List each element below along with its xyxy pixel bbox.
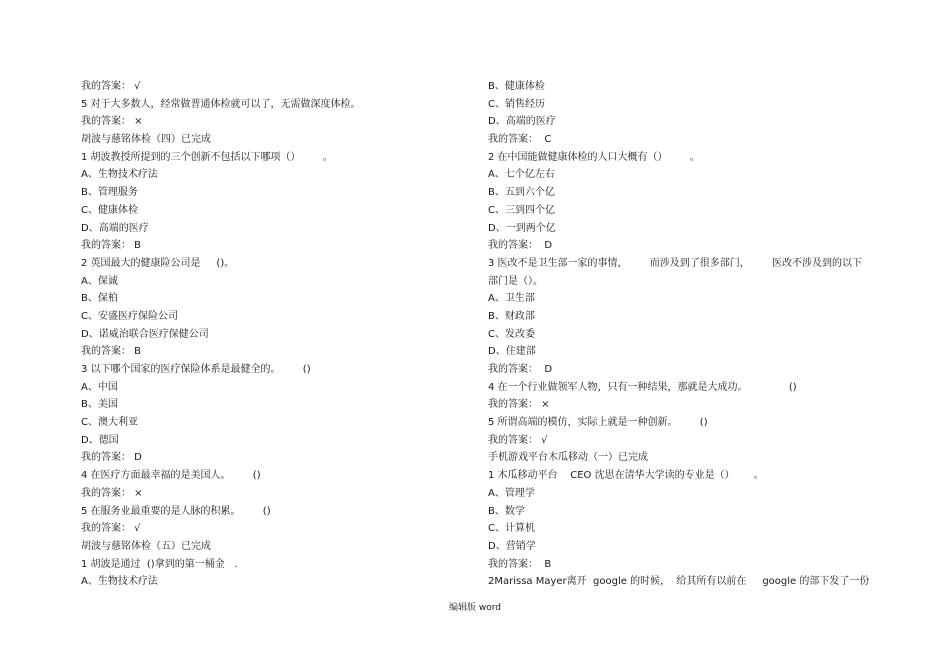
text-line: 3 以下哪个国家的医疗保险体系是最健全的。 () <box>81 364 311 375</box>
text-line: D、德国 <box>81 434 119 446</box>
text-line: 胡波与慈铭体检（四）已完成 <box>81 134 211 146</box>
text-line: 2 在中国能做健康体检的人口大概有（） 。 <box>488 151 700 163</box>
text-line: 部门是（）。 <box>488 275 543 287</box>
text-line: 我的答案： √ <box>488 434 548 446</box>
text-line: B、美国 <box>81 399 118 411</box>
text-line: C、三到四个亿 <box>488 204 555 216</box>
text-line: D、高端的医疗 <box>81 222 149 234</box>
text-line: D、一到两个亿 <box>488 222 556 234</box>
text-line: 5 对于大多数人，经常做普通体检就可以了，无需做深度体检。 <box>81 98 361 110</box>
text-line: A、生物技术疗法 <box>81 576 158 588</box>
text-line: A、保诚 <box>81 275 118 287</box>
text-line: C、发改委 <box>488 328 535 340</box>
text-line: 我的答案： × <box>81 116 143 128</box>
page-footer: 编辑版 word <box>449 603 501 613</box>
text-line: 2 英国最大的健康险公司是 ()。 <box>81 257 235 269</box>
text-line: 5 所谓高端的模仿，实际上就是一种创新。 () <box>488 417 708 429</box>
text-line: 我的答案： D <box>488 240 553 252</box>
left-column <box>81 78 441 591</box>
text-line: C、澳大利亚 <box>81 417 138 429</box>
text-line: C、健康体检 <box>81 204 138 216</box>
text-line: C、安盛医疗保险公司 <box>81 310 178 322</box>
text-line: 1 木瓜移动平台 CEO 沈思在清华大学读的专业是（） 。 <box>488 470 764 482</box>
text-line: 我的答案： B <box>81 346 142 358</box>
right-column <box>488 78 880 591</box>
text-line: 手机游戏平台木瓜移动（一）已完成 <box>488 452 648 464</box>
text-line: B、财政部 <box>488 310 535 322</box>
text-line: 我的答案： D <box>81 452 142 464</box>
text-line: D、住建部 <box>488 346 536 358</box>
text-line: 4 在一个行业做领军人物，只有一种结果，那就是大成功。 () <box>488 381 797 393</box>
text-line: 我的答案： √ <box>81 81 141 92</box>
text-line: B、五到六个亿 <box>488 187 555 199</box>
text-line: 2Marissa Mayer离开 google 的时候， 给其所有以前在 google 的部下发了一份 <box>488 576 870 588</box>
text-line: 3 医改不是卫生部一家的事情， 而涉及到了很多部门， 医改不涉及到的以下 <box>488 257 863 269</box>
text-line: 1 胡波教授所提到的三个创新不包括以下哪项（） 。 <box>81 151 333 163</box>
text-line: 我的答案： D <box>488 364 553 375</box>
text-line: 我的答案： B <box>81 240 142 252</box>
text-line: A、生物技术疗法 <box>81 169 158 181</box>
text-line: 我的答案： × <box>488 399 550 411</box>
text-line: D、营销学 <box>488 540 536 552</box>
text-line: C、销售经历 <box>488 98 545 110</box>
text-line: D、诺威治联合医疗保健公司 <box>81 328 209 340</box>
text-line: 我的答案： B <box>488 558 552 570</box>
text-line: A、卫生部 <box>488 293 535 305</box>
text-line: B、健康体检 <box>488 81 545 92</box>
text-line: 1 胡波是通过 ()拿到的第一桶金 . <box>81 558 238 570</box>
text-line: 胡波与慈铭体检（五）已完成 <box>81 540 211 552</box>
text-line: 我的答案： × <box>81 487 143 499</box>
text-line: A、中国 <box>81 381 118 393</box>
text-line: 4 在医疗方面最幸福的是美国人。 () <box>81 470 261 482</box>
text-line: A、七个亿左右 <box>488 169 555 181</box>
text-line: A、管理学 <box>488 487 535 499</box>
text-line: 我的答案： C <box>488 134 552 146</box>
text-line: C、计算机 <box>488 523 535 535</box>
text-line: B、数学 <box>488 505 525 517</box>
text-line: 5 在服务业最重要的是人脉的积累。 () <box>81 505 271 517</box>
text-line: B、保柏 <box>81 293 118 305</box>
text-line: B、管理服务 <box>81 187 138 199</box>
text-line: 我的答案： √ <box>81 523 141 535</box>
text-line: D、高端的医疗 <box>488 116 556 128</box>
